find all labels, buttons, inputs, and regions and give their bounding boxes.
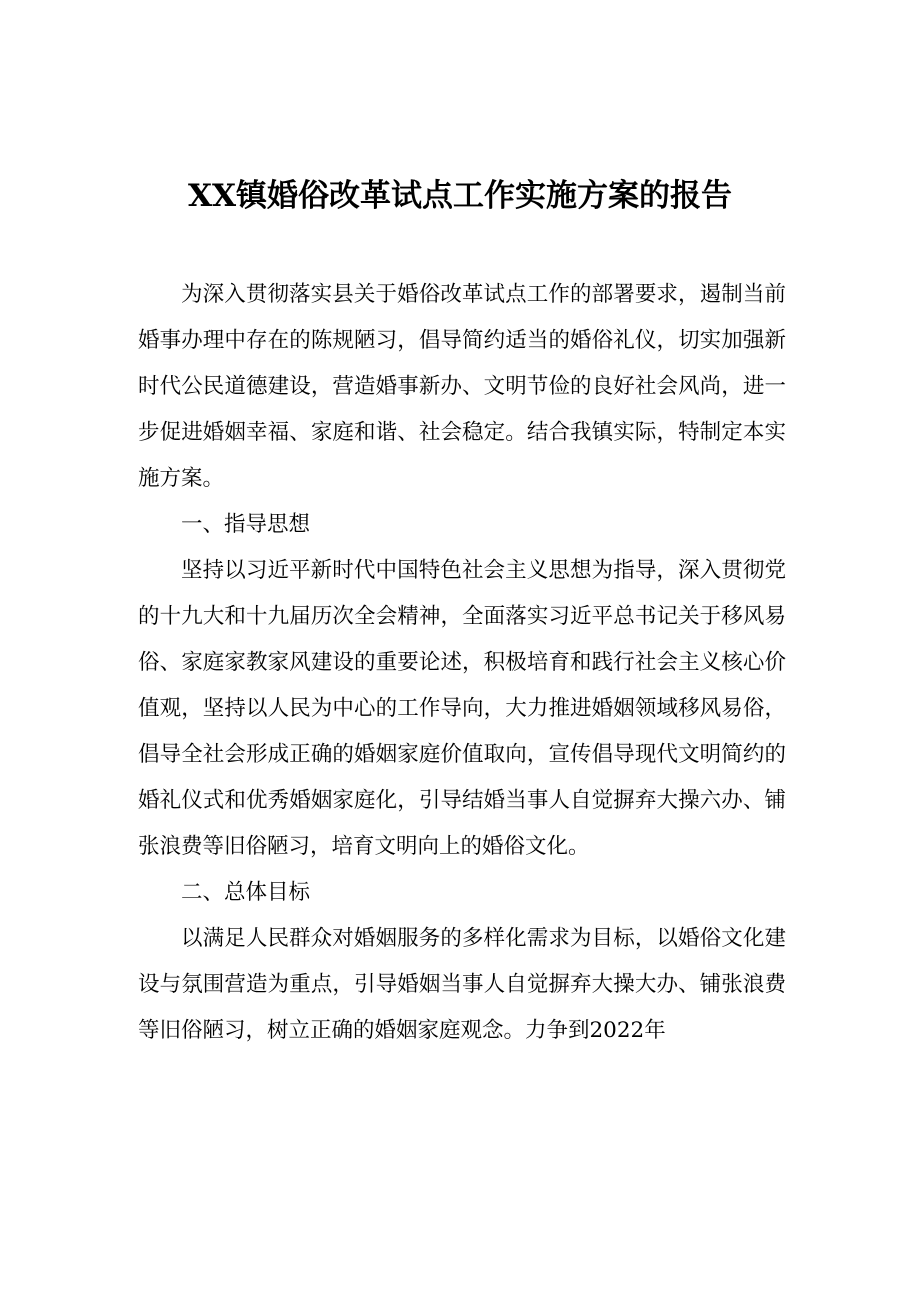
guiding-ideology-paragraph: 坚持以习近平新时代中国特色社会主义思想为指导，深入贯彻党的十九大和十九届历次全会精神，全面落实习近平总书记关于移风易俗、家庭家教家风建设的重要论述，积极培育和践行社会主义核心价值观，坚持以人民为中心的工作导向，大力推进婚姻领域移风易俗，倡导全社会形成正确的婚姻家庭价值取向，宣传倡导现代文明简约的婚礼仪式和优秀婚姻家庭化，引导结婚当事人自觉摒弃大操六办、铺张浪费等旧俗陋习，培育文明向上的婚俗文化。: [138, 558, 786, 859]
intro-paragraph: 为深入贯彻落实县关于婚俗改革试点工作的部署要求，遏制当前婚事办理中存在的陈规陋习，倡导简约适当的婚俗礼仪，切实加强新时代公民道德建设，营造婚事新办、文明节俭的良好社会风尚，进一步促进婚姻幸福、家庭和谐、社会稳定。结合我镇实际，特制定本实施方案。: [138, 282, 786, 491]
section-heading-overall-goal: 二、总体目标: [181, 880, 311, 905]
document-title: XX镇婚俗改革试点工作实施方案的报告: [187, 178, 733, 214]
document-body: [138, 272, 786, 1054]
section-heading-guiding-ideology: 一、指导思想: [181, 512, 311, 537]
overall-goal-paragraph: 以满足人民群众对婚姻服务的多样化需求为目标，以婚俗文化建设与氛围营造为重点，引导婚姻当事人自觉摒弃大操大办、铺张浪费等旧俗陋习，树立正确的婚姻家庭观念。力争到2022年: [138, 926, 786, 1043]
